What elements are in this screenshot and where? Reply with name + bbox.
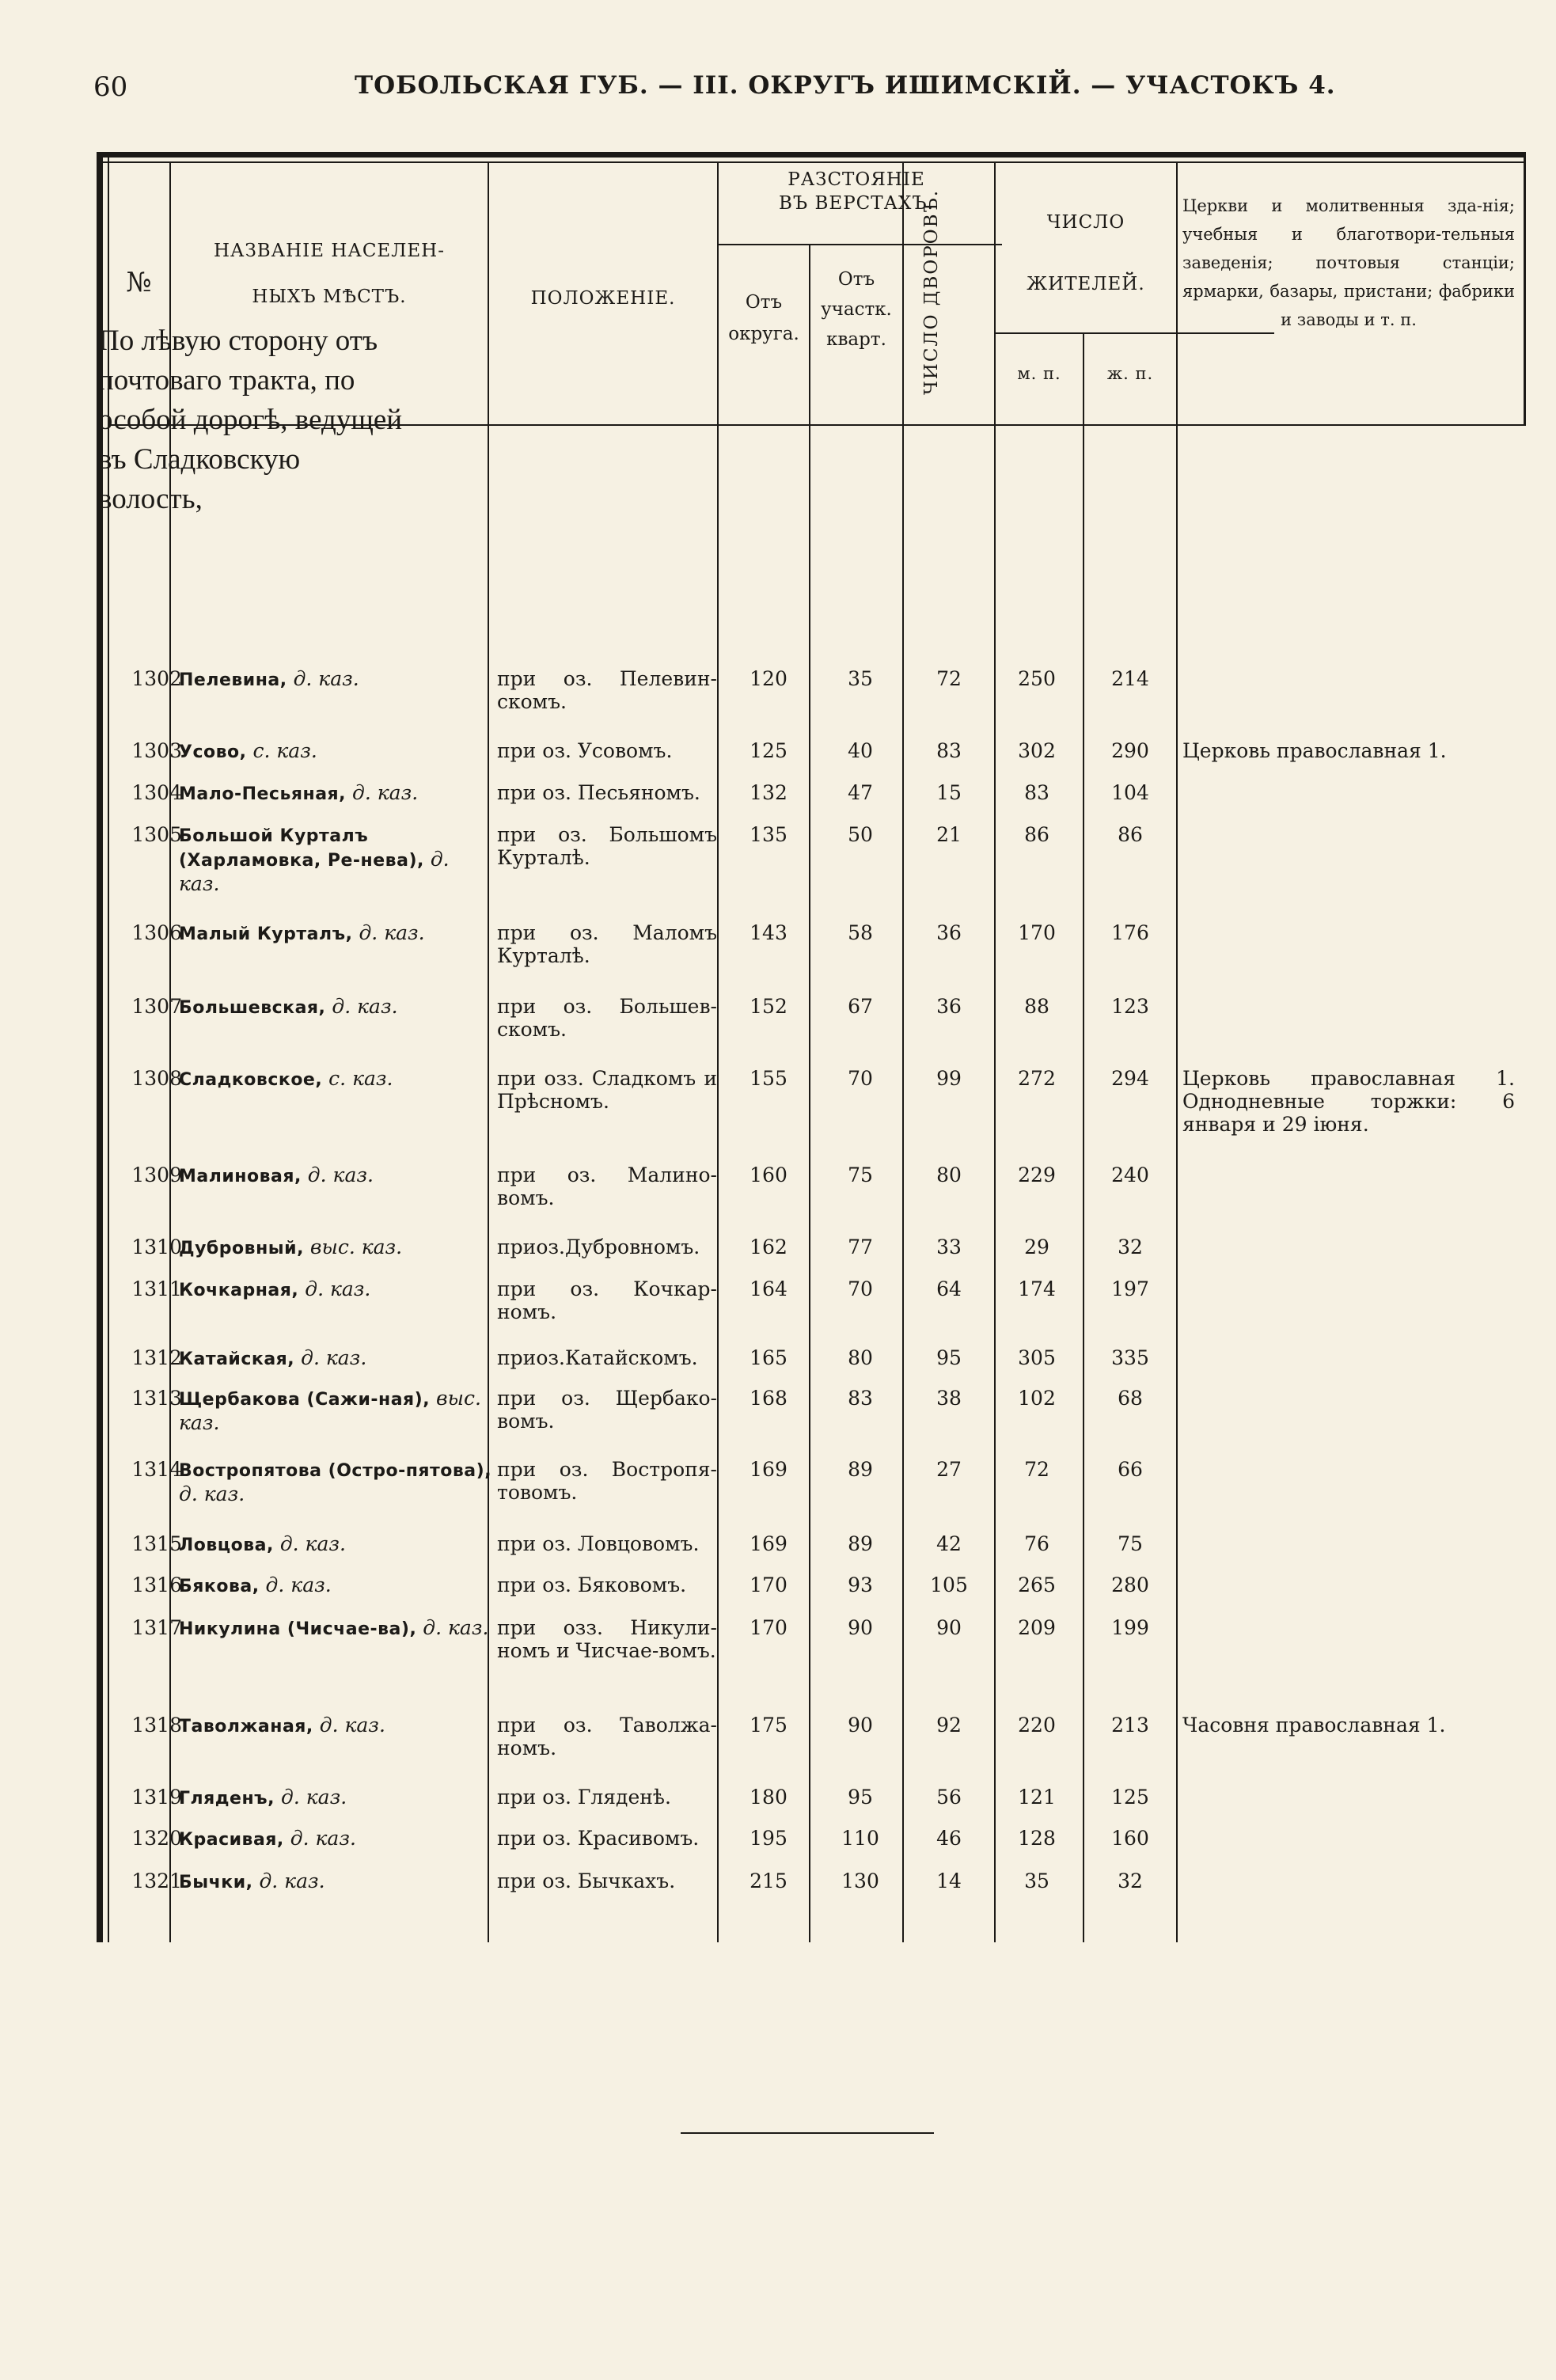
male-inhabitants: 128: [1018, 1827, 1056, 1850]
male-inhabitants: 72: [1024, 1458, 1049, 1481]
distance-from-okrug: 170: [750, 1616, 787, 1639]
distance-from-kvartira: 90: [848, 1616, 873, 1639]
col-rule-3: [717, 163, 719, 1942]
settlement-name: Никулина (Чисчае-ва),: [179, 1619, 417, 1639]
col-rule-2: [488, 163, 489, 1942]
male-inhabitants: 35: [1024, 1869, 1049, 1892]
institutions-note: Церковь православная 1.: [1182, 739, 1447, 762]
male-inhabitants: 305: [1018, 1346, 1056, 1369]
settlement-position: при оз. Востропя-товомъ.: [497, 1458, 717, 1504]
distance-from-kvartira: 58: [848, 921, 873, 944]
page-header: [93, 71, 1376, 109]
settlement-position: при оз. Песьяномъ.: [497, 781, 700, 804]
female-inhabitants: 104: [1111, 781, 1149, 804]
institutions-note: Церковь православная 1. Однодневные торжки: 6 января и 29 іюня.: [1182, 1067, 1515, 1136]
distance-from-okrug: 175: [750, 1714, 787, 1737]
distance-from-okrug: 165: [750, 1346, 787, 1369]
settlement-name: Малиновая,: [179, 1167, 302, 1186]
distance-from-kvartira: 95: [848, 1786, 873, 1809]
female-inhabitants: 125: [1111, 1786, 1149, 1809]
households-count: 42: [936, 1532, 962, 1555]
running-title: ТОБОЛЬСКАЯ ГУБ. — III. ОКРУГЪ ИШИМСКІЙ. — УЧАСТОКЪ 4.: [355, 71, 1336, 100]
settlement-name-cell: [179, 739, 492, 764]
male-inhabitants: 102: [1018, 1387, 1056, 1410]
female-inhabitants: 160: [1111, 1827, 1149, 1850]
settlement-name: Бычки,: [179, 1873, 253, 1892]
settlement-name-cell: [179, 1714, 492, 1738]
settlement-name: Гляденъ,: [179, 1789, 275, 1809]
settlement-position: при оз. Гляденѣ.: [497, 1786, 671, 1809]
col-header-inhabitants-line2: ЖИТЕЛЕЙ.: [1027, 274, 1145, 294]
settlement-position: при оз. Малино-вомъ.: [497, 1163, 717, 1209]
row-number: 1306: [131, 921, 182, 944]
col-header-name-line1: НАЗВАНІЕ НАСЕЛЕН-: [213, 241, 446, 261]
col-header-notes: Церкви и молитвенныя зда-нія; учебныя и благотвори-тельныя заведенія; почтовыя станціи; ярмарки, базары, пристани; фабрики и заводы и т. п.: [1182, 196, 1515, 329]
female-inhabitants: 123: [1111, 995, 1149, 1018]
households-count: 46: [936, 1827, 962, 1850]
distance-from-kvartira: 93: [848, 1573, 873, 1596]
row-number: 1302: [131, 667, 182, 690]
female-inhabitants: 335: [1111, 1346, 1149, 1369]
footer-rule: [681, 2132, 934, 2134]
male-inhabitants: 250: [1018, 667, 1056, 690]
settlement-name: Малый Курталъ,: [179, 924, 353, 944]
settlement-name: Ловцова,: [179, 1535, 274, 1555]
distance-from-okrug: 155: [750, 1067, 787, 1090]
settlement-name-cell: [179, 1827, 492, 1851]
female-inhabitants: 294: [1111, 1067, 1149, 1090]
settlement-name-cell: [179, 1573, 492, 1598]
distance-from-okrug: 195: [750, 1827, 787, 1850]
table-frame-top-inner: [97, 161, 1526, 163]
row-number: 1307: [131, 995, 182, 1018]
settlement-type: с. каз.: [328, 1067, 393, 1090]
households-count: 64: [936, 1277, 962, 1300]
settlement-position: при оз. Щербако-вомъ.: [497, 1387, 717, 1433]
row-number: 1311: [131, 1277, 182, 1300]
table-frame-right: [1524, 152, 1526, 426]
settlement-position: при оз. Бычкахъ.: [497, 1869, 676, 1892]
settlement-name: Пелевина,: [179, 670, 287, 690]
households-count: 72: [936, 667, 962, 690]
settlement-type: д. каз.: [293, 667, 359, 690]
settlement-position: при оз. Большев-скомъ.: [497, 995, 717, 1041]
male-inhabitants: 76: [1024, 1532, 1049, 1555]
col-header-inhabitants-line1: ЧИСЛО: [1046, 212, 1125, 233]
row-number: 1321: [131, 1869, 182, 1892]
male-inhabitants: 121: [1018, 1786, 1056, 1809]
settlement-position: при оз. Таволжа-номъ.: [497, 1714, 717, 1759]
settlement-position: приоз.Дубровномъ.: [497, 1236, 700, 1258]
settlement-name: Катайская,: [179, 1349, 295, 1369]
distance-from-kvartira: 40: [848, 739, 873, 762]
distance-from-okrug: 164: [750, 1277, 787, 1300]
distance-from-okrug: 120: [750, 667, 787, 690]
male-inhabitants: 220: [1018, 1714, 1056, 1737]
settlement-name-cell: [179, 1458, 492, 1505]
settlement-type: выс. каз.: [309, 1236, 403, 1258]
distance-from-kvartira: 80: [848, 1346, 873, 1369]
households-count: 95: [936, 1346, 962, 1369]
settlement-position: при оз. Бяковомъ.: [497, 1573, 687, 1596]
settlement-name-cell: [179, 1067, 492, 1091]
households-count: 14: [936, 1869, 962, 1892]
female-inhabitants: 66: [1118, 1458, 1143, 1481]
distance-from-kvartira: 47: [848, 781, 873, 804]
settlement-name: Большевская,: [179, 998, 326, 1018]
settlement-type: д. каз.: [359, 921, 425, 944]
households-count: 80: [936, 1163, 962, 1186]
distance-from-kvartira: 35: [848, 667, 873, 690]
col-header-name: [173, 239, 486, 309]
female-inhabitants: 214: [1111, 667, 1149, 690]
distance-from-kvartira: 89: [848, 1532, 873, 1555]
settlement-name-cell: [179, 1869, 492, 1894]
settlement-name-cell: [179, 1532, 492, 1557]
settlement-name-cell: [179, 1236, 492, 1260]
settlement-name-cell: [179, 1616, 492, 1641]
households-count: 27: [936, 1458, 962, 1481]
female-inhabitants: 32: [1118, 1236, 1143, 1258]
row-number: 1310: [131, 1236, 182, 1258]
female-inhabitants: 213: [1111, 1714, 1149, 1737]
households-count: 92: [936, 1714, 962, 1737]
col-rule-4: [809, 244, 810, 1942]
female-inhabitants: 176: [1111, 921, 1149, 944]
households-count: 83: [936, 739, 962, 762]
settlement-name: Усово,: [179, 742, 247, 762]
female-inhabitants: 290: [1111, 739, 1149, 762]
row-number: 1320: [131, 1827, 182, 1850]
row-number: 1313: [131, 1387, 182, 1410]
male-inhabitants: 174: [1018, 1277, 1056, 1300]
male-inhabitants: 29: [1024, 1236, 1049, 1258]
settlement-name-cell: [179, 1163, 492, 1188]
distance-from-okrug: 169: [750, 1458, 787, 1481]
male-inhabitants: 170: [1018, 921, 1056, 944]
distance-from-okrug: 162: [750, 1236, 787, 1258]
col-header-number: №: [126, 267, 153, 298]
settlement-position: приоз.Катайскомъ.: [497, 1346, 698, 1369]
distance-from-kvartira: 50: [848, 823, 873, 846]
male-inhabitants: 88: [1024, 995, 1049, 1018]
settlement-name: Красивая,: [179, 1830, 284, 1850]
settlement-type: д. каз.: [301, 1346, 367, 1369]
col-header-from-okrug-line2: округа.: [728, 324, 799, 344]
settlement-type: д. каз.: [332, 995, 398, 1018]
row-number: 1315: [131, 1532, 182, 1555]
distance-from-okrug: 170: [750, 1573, 787, 1596]
distance-from-okrug: 152: [750, 995, 787, 1018]
households-count: 105: [930, 1573, 968, 1596]
distance-from-okrug: 180: [750, 1786, 787, 1809]
households-count: 90: [936, 1616, 962, 1639]
col-rule-7: [1083, 332, 1084, 1942]
col-header-from-kvart-line1: Отъ: [837, 269, 875, 290]
col-header-distance-line1: РАЗСТОЯНІЕ: [787, 169, 925, 190]
distance-from-kvartira: 67: [848, 995, 873, 1018]
settlement-type: с. каз.: [252, 739, 317, 762]
female-inhabitants: 75: [1118, 1532, 1143, 1555]
settlement-name: Востропятова (Остро-пятова),: [179, 1461, 492, 1481]
col-header-dvory: ЧИСЛО ДВОРОВЪ.: [921, 188, 942, 396]
settlement-type: д. каз.: [259, 1869, 325, 1892]
distance-from-okrug: 168: [750, 1387, 787, 1410]
settlement-name-cell: [179, 995, 492, 1019]
distance-from-kvartira: 90: [848, 1714, 873, 1737]
settlement-name: Бякова,: [179, 1577, 260, 1596]
distance-from-okrug: 135: [750, 823, 787, 846]
table-frame-top: [97, 152, 1526, 158]
settlement-name-cell: [179, 781, 492, 806]
households-count: 36: [936, 995, 962, 1018]
distance-from-okrug: 215: [750, 1869, 787, 1892]
households-count: 56: [936, 1786, 962, 1809]
distance-from-kvartira: 70: [848, 1067, 873, 1090]
male-inhabitants: 86: [1024, 823, 1049, 846]
col-rule-6: [994, 163, 996, 1942]
settlement-type: д. каз.: [179, 1482, 245, 1505]
col-header-position: ПОЛОЖЕНІЕ.: [530, 288, 676, 309]
households-count: 21: [936, 823, 962, 846]
settlement-name-cell: [179, 1786, 492, 1810]
col-header-from-kvart-line3: кварт.: [826, 329, 886, 350]
col-header-name-line2: НЫХЪ МѢСТЪ.: [252, 287, 407, 307]
row-number: 1308: [131, 1067, 182, 1090]
female-inhabitants: 197: [1111, 1277, 1149, 1300]
settlement-name: Кочкарная,: [179, 1281, 299, 1300]
settlement-type: д. каз.: [352, 781, 419, 804]
col-header-distance-line2: ВЪ ВЕРСТАХЪ.: [779, 193, 934, 214]
female-inhabitants: 86: [1118, 823, 1143, 846]
distance-from-kvartira: 83: [848, 1387, 873, 1410]
row-number: 1319: [131, 1786, 182, 1809]
households-count: 33: [936, 1236, 962, 1258]
settlement-position: при оз. Ловцовомъ.: [497, 1532, 700, 1555]
page-number: 60: [93, 71, 128, 103]
settlement-position: при оз. Большомъ Курталѣ.: [497, 823, 717, 869]
male-inhabitants: 209: [1018, 1616, 1056, 1639]
distance-from-kvartira: 110: [841, 1827, 879, 1850]
settlement-name-cell: [179, 921, 492, 946]
settlement-name: Щербакова (Сажи-ная),: [179, 1390, 431, 1410]
institutions-note: Часовня православная 1.: [1182, 1714, 1446, 1737]
settlement-type: д. каз.: [290, 1827, 356, 1850]
row-number: 1314: [131, 1458, 182, 1481]
settlement-position: при оз. Кочкар-номъ.: [497, 1277, 717, 1323]
row-number: 1316: [131, 1573, 182, 1596]
settlement-position: при озз. Сладкомъ и Прѣсномъ.: [497, 1067, 717, 1113]
settlement-name-cell: [179, 1277, 492, 1302]
settlement-type: д. каз.: [319, 1714, 385, 1737]
distance-from-okrug: 132: [750, 781, 787, 804]
settlement-type: д. каз.: [279, 1532, 346, 1555]
distance-from-okrug: 169: [750, 1532, 787, 1555]
settlement-name-cell: [179, 1387, 492, 1434]
female-inhabitants: 199: [1111, 1616, 1149, 1639]
distance-from-kvartira: 89: [848, 1458, 873, 1481]
households-count: 36: [936, 921, 962, 944]
settlement-name-cell: [179, 1346, 492, 1371]
settlement-position: при оз. Маломъ Курталѣ.: [497, 921, 717, 967]
col-header-from-kvart: [810, 264, 902, 355]
male-inhabitants: 272: [1018, 1067, 1056, 1090]
settlement-type: д. каз.: [265, 1573, 332, 1596]
settlement-name: Таволжаная,: [179, 1717, 313, 1737]
distance-from-kvartira: 70: [848, 1277, 873, 1300]
row-number: 1309: [131, 1163, 182, 1186]
male-inhabitants: 265: [1018, 1573, 1056, 1596]
male-inhabitants: 229: [1018, 1163, 1056, 1186]
settlement-type: д. каз.: [281, 1786, 347, 1809]
col-header-inhabitants: [996, 192, 1176, 315]
settlement-position: при оз. Красивомъ.: [497, 1827, 700, 1850]
distance-from-okrug: 160: [750, 1163, 787, 1186]
settlement-type: выс. каз.: [179, 1387, 481, 1434]
row-number: 1304: [131, 781, 182, 804]
female-inhabitants: 32: [1118, 1869, 1143, 1892]
male-inhabitants: 302: [1018, 739, 1056, 762]
female-inhabitants: 240: [1111, 1163, 1149, 1186]
settlement-position: при оз. Усовомъ.: [497, 739, 673, 762]
households-count: 15: [936, 781, 962, 804]
distance-from-kvartira: 75: [848, 1163, 873, 1186]
settlement-position: при озз. Никули-номъ и Чисчае-вомъ.: [497, 1616, 717, 1662]
settlement-type: д. каз.: [307, 1163, 374, 1186]
distance-from-okrug: 143: [750, 921, 787, 944]
distance-from-kvartira: 130: [841, 1869, 879, 1892]
col-header-females: ж. п.: [1106, 364, 1154, 383]
distance-from-okrug: 125: [750, 739, 787, 762]
settlement-type: д. каз.: [179, 848, 450, 895]
settlement-name: Мало-Песьяная,: [179, 784, 347, 804]
distance-from-kvartira: 77: [848, 1236, 873, 1258]
male-inhabitants: 83: [1024, 781, 1049, 804]
settlement-type: д. каз.: [305, 1277, 371, 1300]
settlement-name-cell: [179, 667, 492, 692]
settlement-name-cell: [179, 823, 492, 895]
households-count: 99: [936, 1067, 962, 1090]
col-header-males: м. п.: [1017, 364, 1061, 383]
col-header-from-kvart-line2: участк.: [821, 299, 892, 320]
settlement-name: Сладковское,: [179, 1070, 323, 1090]
settlement-name: Дубровный,: [179, 1239, 304, 1258]
row-number: 1305: [131, 823, 182, 846]
row-number: 1318: [131, 1714, 182, 1737]
col-header-from-okrug: [719, 287, 809, 350]
female-inhabitants: 68: [1118, 1387, 1143, 1410]
households-count: 38: [936, 1387, 962, 1410]
col-header-from-okrug-line1: Отъ: [745, 292, 783, 313]
row-number: 1317: [131, 1616, 182, 1639]
col-rule-5: [902, 163, 904, 1942]
row-number: 1312: [131, 1346, 182, 1369]
section-heading: По лѣвую сторону отъ почтоваго тракта, по особой дорогѣ, ведущей въ Сладковскую волость,: [98, 325, 403, 515]
settlement-name: Большой Курталъ (Харламовка, Ре-нева),: [179, 826, 424, 871]
female-inhabitants: 280: [1111, 1573, 1149, 1596]
col-rule-8: [1176, 163, 1178, 1942]
settlement-position: при оз. Пелевин-скомъ.: [497, 667, 717, 713]
row-number: 1303: [131, 739, 182, 762]
settlement-type: д. каз.: [423, 1616, 489, 1639]
